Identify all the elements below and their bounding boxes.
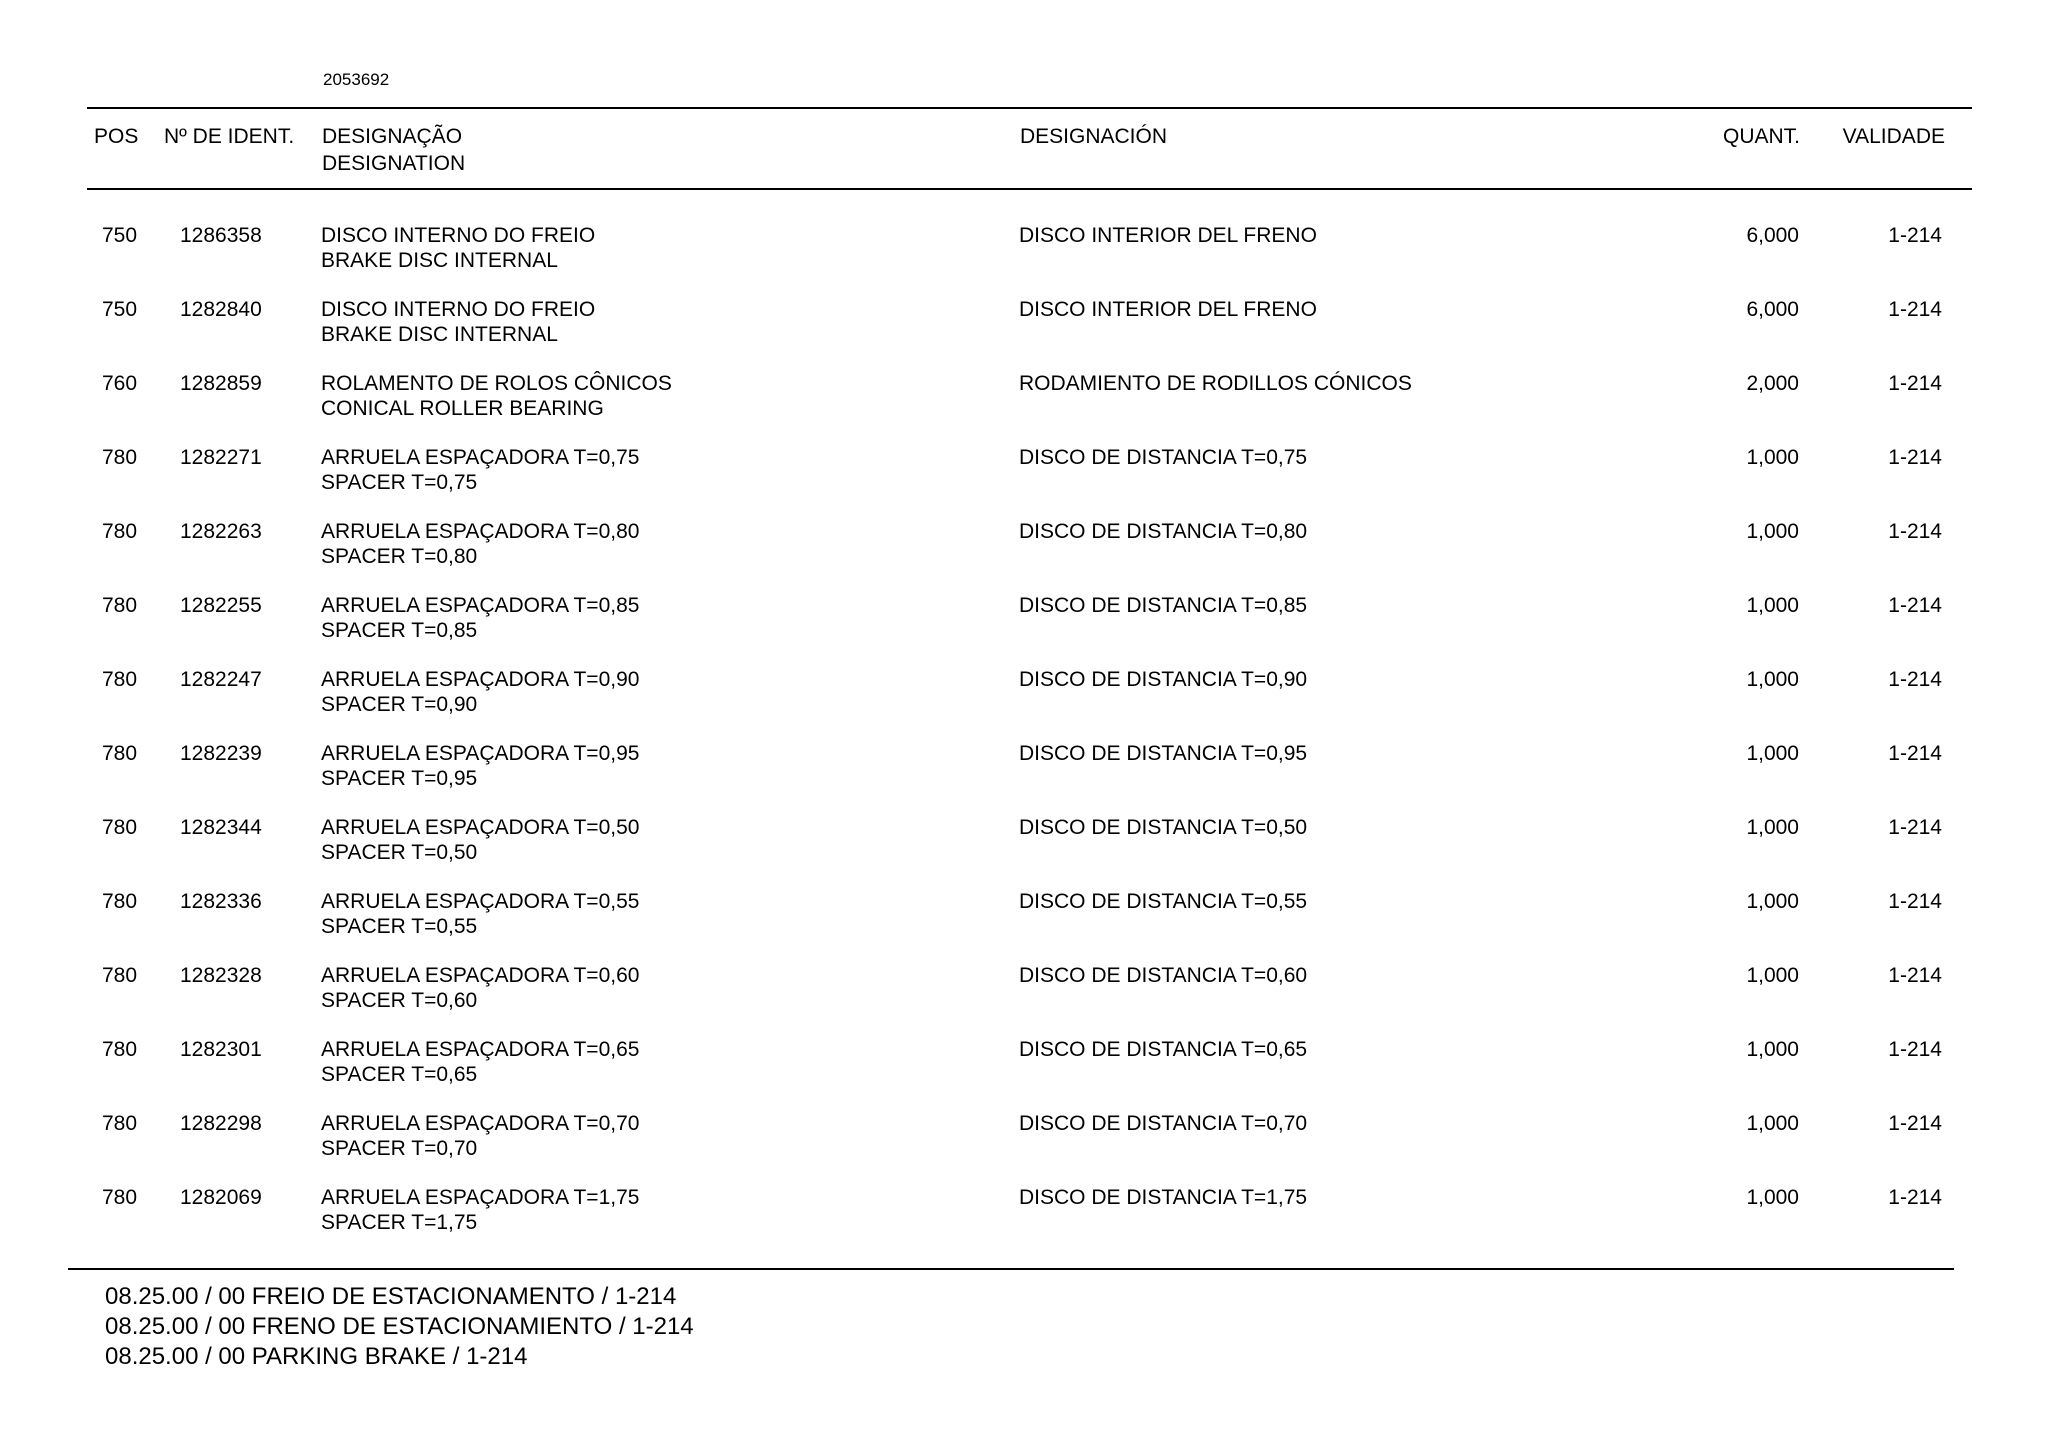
row-designation [321,223,595,273]
row-designation-en: SPACER T=0,60 [321,989,478,1012]
row-designation-es: DISCO DE DISTANCIA T=0,50 [1019,816,1308,839]
footer-line-en: 08.25.00 / 00 PARKING BRAKE / 1-214 [105,1343,528,1370]
row-designation-en: SPACER T=0,90 [321,693,478,716]
row-designation-pt: ROLAMENTO DE ROLOS CÔNICOS [321,372,672,395]
row-quantity: 1,000 [1746,964,1799,987]
column-header-validity: VALIDADE [1842,125,1945,148]
row-validity: 1-214 [1888,372,1942,395]
header-rule [87,188,1972,190]
row-validity: 1-214 [1888,594,1942,617]
row-quantity: 1,000 [1746,742,1799,765]
table-row [0,741,2048,815]
row-designation [321,1111,639,1161]
row-designation-es: DISCO DE DISTANCIA T=0,90 [1019,668,1308,691]
row-designation [321,593,639,643]
row-designation-es: DISCO DE DISTANCIA T=0,80 [1019,520,1308,543]
row-designation-pt: ARRUELA ESPAÇADORA T=0,70 [321,1112,640,1135]
row-designation-es: DISCO DE DISTANCIA T=0,95 [1019,742,1308,765]
row-designation-en: SPACER T=0,50 [321,841,478,864]
table-row [0,815,2048,889]
row-validity: 1-214 [1888,520,1942,543]
row-designation-es: DISCO DE DISTANCIA T=0,70 [1019,1112,1308,1135]
row-designation [321,667,639,717]
table-row [0,667,2048,741]
row-pos: 780 [102,1112,138,1135]
column-header-ident: Nº DE IDENT. [164,125,295,148]
row-designation-en: SPACER T=0,65 [321,1063,478,1086]
row-ident: 1282255 [180,594,262,617]
row-validity: 1-214 [1888,668,1942,691]
footer-rule [68,1268,1954,1270]
table-row [0,223,2048,297]
row-designation-en: SPACER T=0,70 [321,1137,478,1160]
row-quantity: 1,000 [1746,1038,1799,1061]
row-validity: 1-214 [1888,964,1942,987]
document-number: 2053692 [323,70,390,89]
row-designation-en: CONICAL ROLLER BEARING [321,397,604,420]
table-row [0,371,2048,445]
row-validity: 1-214 [1888,1186,1942,1209]
row-designation-pt: ARRUELA ESPAÇADORA T=0,55 [321,890,640,913]
row-validity: 1-214 [1888,224,1942,247]
row-pos: 780 [102,668,138,691]
row-ident: 1282298 [180,1112,262,1135]
row-designation-pt: ARRUELA ESPAÇADORA T=0,80 [321,520,640,543]
row-quantity: 1,000 [1746,668,1799,691]
row-quantity: 1,000 [1746,1112,1799,1135]
table-row [0,519,2048,593]
row-pos: 780 [102,964,138,987]
row-pos: 780 [102,1038,138,1061]
column-header-quantity: QUANT. [1722,125,1800,148]
row-ident: 1282271 [180,446,262,469]
row-designation-pt: ARRUELA ESPAÇADORA T=0,50 [321,816,640,839]
row-ident: 1282263 [180,520,262,543]
row-designation-pt: ARRUELA ESPAÇADORA T=0,75 [321,446,640,469]
column-header-designation-pt: DESIGNAÇÃO [322,125,463,148]
row-ident: 1282247 [180,668,262,691]
row-designation [321,963,639,1013]
row-quantity: 1,000 [1746,1186,1799,1209]
row-designation [321,371,672,421]
row-validity: 1-214 [1888,1038,1942,1061]
row-designation-en: BRAKE DISC INTERNAL [321,323,558,346]
row-ident: 1282840 [180,298,262,321]
row-pos: 750 [102,298,138,321]
footer-line-es: 08.25.00 / 00 FRENO DE ESTACIONAMIENTO / 1-214 [105,1313,694,1340]
row-validity: 1-214 [1888,742,1942,765]
row-pos: 750 [102,224,138,247]
row-designation-pt: DISCO INTERNO DO FREIO [321,298,596,321]
table-row [0,1111,2048,1185]
row-validity: 1-214 [1888,890,1942,913]
row-designation-es: DISCO DE DISTANCIA T=0,65 [1019,1038,1308,1061]
row-designation [321,741,639,791]
row-designation-pt: ARRUELA ESPAÇADORA T=1,75 [321,1186,640,1209]
row-validity: 1-214 [1888,1112,1942,1135]
column-header-designation-es: DESIGNACIÓN [1020,125,1168,148]
row-quantity: 1,000 [1746,890,1799,913]
row-designation-pt: ARRUELA ESPAÇADORA T=0,60 [321,964,640,987]
row-ident: 1282069 [180,1186,262,1209]
row-ident: 1282239 [180,742,262,765]
table-row [0,1037,2048,1111]
row-designation-es: RODAMIENTO DE RODILLOS CÓNICOS [1019,372,1412,395]
row-pos: 780 [102,594,138,617]
row-pos: 760 [102,372,138,395]
row-designation-es: DISCO DE DISTANCIA T=0,55 [1019,890,1308,913]
row-pos: 780 [102,1186,138,1209]
row-validity: 1-214 [1888,816,1942,839]
row-pos: 780 [102,742,138,765]
row-designation [321,1037,639,1087]
row-validity: 1-214 [1888,446,1942,469]
row-pos: 780 [102,446,138,469]
row-quantity: 6,000 [1746,224,1799,247]
row-designation [321,889,639,939]
table-row [0,1185,2048,1259]
footer-line-pt: 08.25.00 / 00 FREIO DE ESTACIONAMENTO / 1-214 [105,1283,677,1310]
row-quantity: 2,000 [1746,372,1799,395]
column-header-designation-en: DESIGNATION [322,152,466,175]
row-designation [321,1185,639,1235]
row-designation-en: SPACER T=0,80 [321,545,478,568]
column-header-designation [322,123,465,177]
row-quantity: 1,000 [1746,594,1799,617]
table-row [0,963,2048,1037]
row-designation-pt: ARRUELA ESPAÇADORA T=0,85 [321,594,640,617]
row-ident: 1282344 [180,816,262,839]
row-pos: 780 [102,890,138,913]
row-pos: 780 [102,520,138,543]
row-designation [321,445,639,495]
row-designation-pt: DISCO INTERNO DO FREIO [321,224,596,247]
column-header-pos: POS [94,125,139,148]
table-row [0,297,2048,371]
row-designation-es: DISCO DE DISTANCIA T=1,75 [1019,1186,1308,1209]
row-designation-pt: ARRUELA ESPAÇADORA T=0,95 [321,742,640,765]
table-row [0,593,2048,667]
row-ident: 1286358 [180,224,262,247]
table-row [0,445,2048,519]
row-designation [321,815,639,865]
row-designation-en: SPACER T=0,95 [321,767,478,790]
row-ident: 1282859 [180,372,262,395]
row-designation-en: SPACER T=0,55 [321,915,478,938]
parts-table-body [0,223,2048,1259]
row-pos: 780 [102,816,138,839]
row-validity: 1-214 [1888,298,1942,321]
top-rule [87,107,1972,109]
row-designation-pt: ARRUELA ESPAÇADORA T=0,65 [321,1038,640,1061]
row-designation [321,519,639,569]
table-row [0,889,2048,963]
row-designation-es: DISCO INTERIOR DEL FRENO [1019,298,1317,321]
row-quantity: 6,000 [1746,298,1799,321]
row-quantity: 1,000 [1746,446,1799,469]
row-ident: 1282328 [180,964,262,987]
row-designation-es: DISCO DE DISTANCIA T=0,60 [1019,964,1308,987]
row-designation-es: DISCO DE DISTANCIA T=0,85 [1019,594,1308,617]
row-designation-en: BRAKE DISC INTERNAL [321,249,558,272]
row-designation-en: SPACER T=0,85 [321,619,478,642]
row-designation-en: SPACER T=0,75 [321,471,478,494]
row-designation [321,297,595,347]
row-designation-en: SPACER T=1,75 [321,1211,478,1234]
row-designation-pt: ARRUELA ESPAÇADORA T=0,90 [321,668,640,691]
row-designation-es: DISCO INTERIOR DEL FRENO [1019,224,1317,247]
row-quantity: 1,000 [1746,520,1799,543]
row-ident: 1282301 [180,1038,262,1061]
row-designation-es: DISCO DE DISTANCIA T=0,75 [1019,446,1308,469]
row-quantity: 1,000 [1746,816,1799,839]
footer-section [105,1282,694,1372]
row-ident: 1282336 [180,890,262,913]
